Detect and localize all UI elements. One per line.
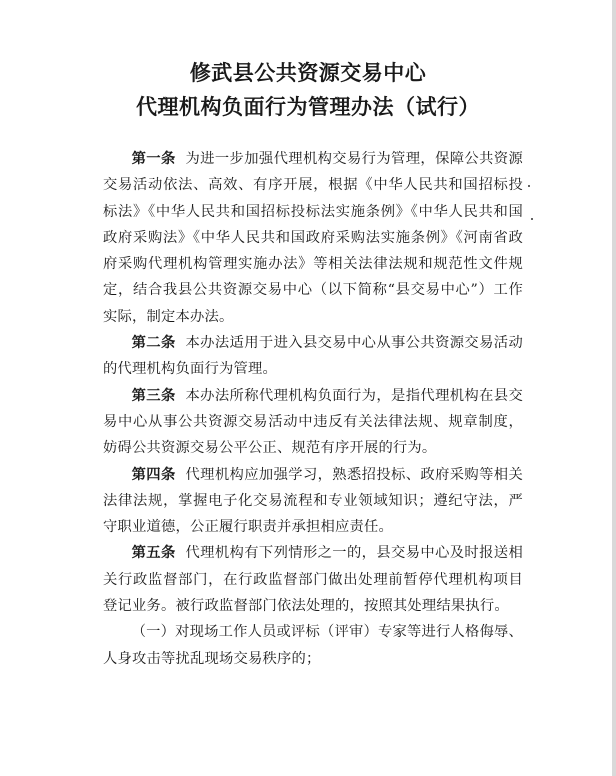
article-2-heading: 第二条 — [131, 335, 176, 352]
page-edge-shadow — [612, 0, 616, 776]
article-1 — [103, 146, 523, 330]
article-5 — [103, 540, 523, 619]
article-3-heading: 第三条 — [131, 387, 176, 404]
article-3 — [103, 383, 523, 462]
document-body — [103, 146, 523, 672]
margin-mark — [528, 185, 530, 187]
article-2-text: 本办法适用于进入县交易中心从事公共资源交易活动的代理机构负面行为管理。 — [103, 335, 523, 378]
article-4-heading: 第四条 — [131, 466, 176, 483]
article-5-text: 代理机构有下列情形之一的，县交易中心及时报送相关行政监督部门，在行政监督部门做出处理前暂停代理机构项目登记业务。被行政监督部门依法处理的，按照其处理结果执行。 — [103, 545, 523, 615]
article-1-text: 为进一步加强代理机构交易行为管理，保障公共资源交易活动依法、高效、有序开展，根据《中华人民共和国招标投标法》《中华人民共和国招标投标法实施条例》《中华人民共和国政府采购法》《中华人民共和国政府采购法实施条例》《河南省政府采购代理机构管理实施办法》等相关法律法规和规范性文件规定，结合我县公共资源交易中心（以下简称“县交易中心”）工作实际，制定本办法。 — [103, 151, 523, 325]
article-5-heading: 第五条 — [131, 545, 176, 562]
article-5-item-1-text: （一）对现场工作人员或评标（评审）专家等进行人格侮辱、人身攻击等扰乱现场交易秩序的； — [103, 624, 524, 667]
article-4 — [103, 462, 523, 541]
article-3-text: 本办法所称代理机构负面行为，是指代理机构在县交易中心从事公共资源交易活动中违反有关法律法规、规章制度，妨碍公共资源交易公平公正、规范有序开展的行为。 — [103, 387, 523, 457]
document-title-line2: 代理机构负面行为管理办法（试行） — [136, 94, 480, 119]
document-title-line1: 修武县公共资源交易中心 — [189, 60, 427, 85]
article-2 — [103, 330, 523, 383]
article-1-heading: 第一条 — [131, 151, 176, 167]
article-5-item-1 — [103, 619, 523, 672]
article-4-text: 代理机构应加强学习，熟悉招投标、政府采购等相关法律法规，掌握电子化交易流程和专业领域知识；遵纪守法，严守职业道德，公正履行职责并承担相应责任。 — [103, 466, 523, 536]
margin-mark — [531, 218, 533, 220]
